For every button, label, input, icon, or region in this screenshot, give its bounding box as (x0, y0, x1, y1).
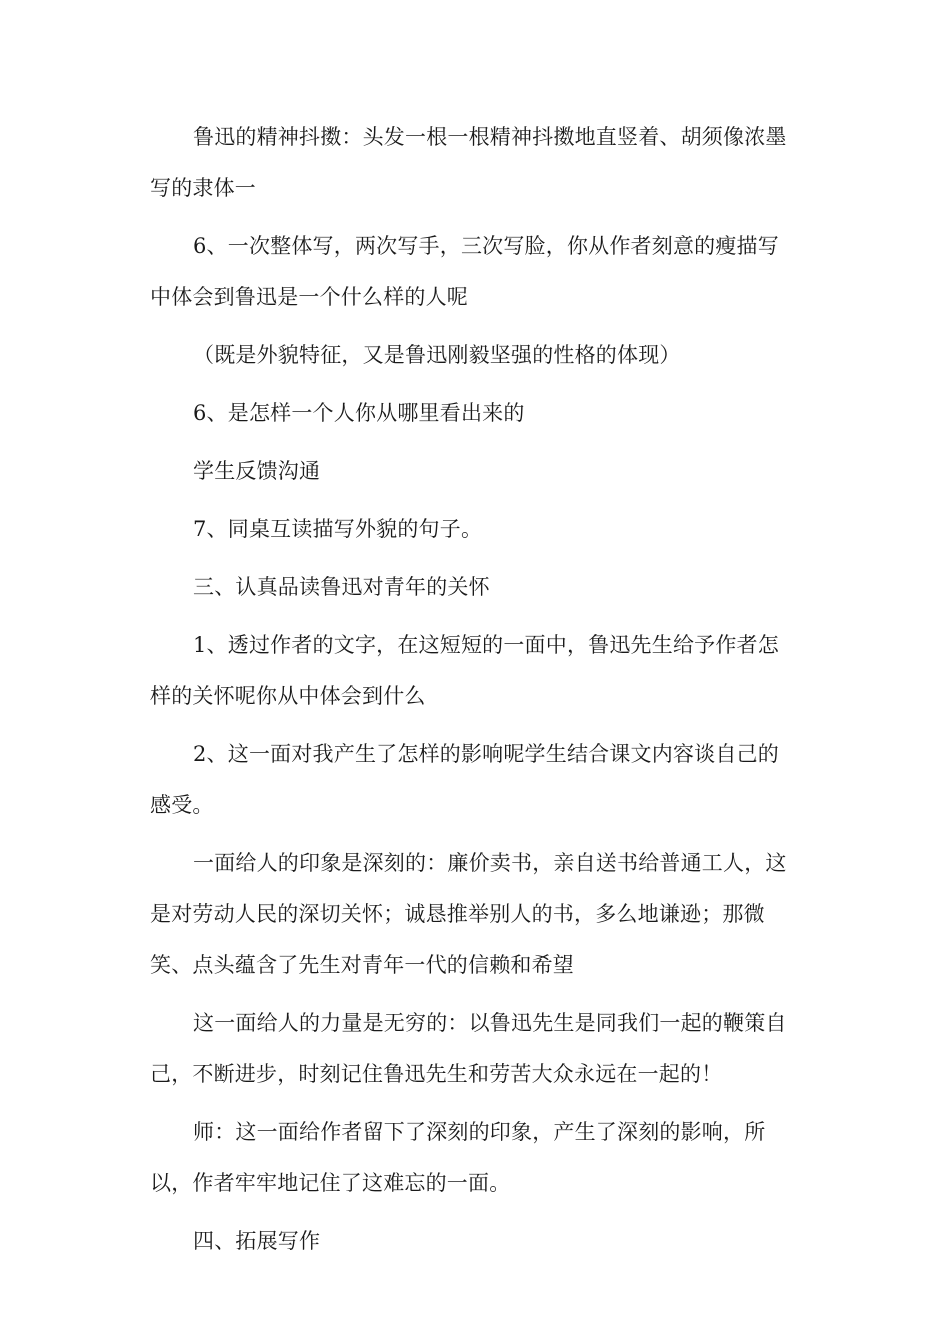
section-heading: 四、拓展写作 (193, 1229, 321, 1253)
paragraph: 1、透过作者的文字，在这短短的一面中，鲁迅先生给予作者怎样的关怀呢你从中体会到什么 (150, 633, 779, 708)
section-heading: 三、认真品读鲁迅对青年的关怀 (193, 575, 490, 599)
paragraph: 学生反馈沟通 (193, 459, 321, 483)
paragraph: 师：这一面给作者留下了深刻的印象，产生了深刻的影响，所以，作者牢牢地记住了这难忘的一面。 (150, 1120, 766, 1195)
paragraph: 这一面给人的力量是无穷的：以鲁迅先生是同我们一起的鞭策自己，不断进步，时刻记住鲁迅先生和劳苦大众永远在一起的！ (150, 1011, 787, 1086)
paragraph: 2、这一面对我产生了怎样的影响呢学生结合课文内容谈自己的感受。 (150, 742, 779, 817)
paragraph: 6、一次整体写，两次写手，三次写脸，你从作者刻意的瘦描写中体会到鲁迅是一个什么样的人呢 (150, 234, 779, 309)
paragraph: 6、是怎样一个人你从哪里看出来的 (193, 401, 525, 425)
paragraph: （既是外貌特征，又是鲁迅刚毅坚强的性格的体现） (193, 343, 681, 367)
paragraph: 鲁迅的精神抖擞：头发一根一根精神抖擞地直竖着、胡须像浓墨写的隶体一 (150, 125, 787, 200)
paragraph: 一面给人的印象是深刻的：廉价卖书，亲自送书给普通工人，这是对劳动人民的深切关怀；诚恳推举别人的书，多么地谦逊；那微笑、点头蕴含了先生对青年一代的信赖和希望 (150, 851, 787, 977)
document-body (150, 112, 800, 1274)
paragraph: 7、同桌互读描写外貌的句子。 (193, 517, 483, 541)
